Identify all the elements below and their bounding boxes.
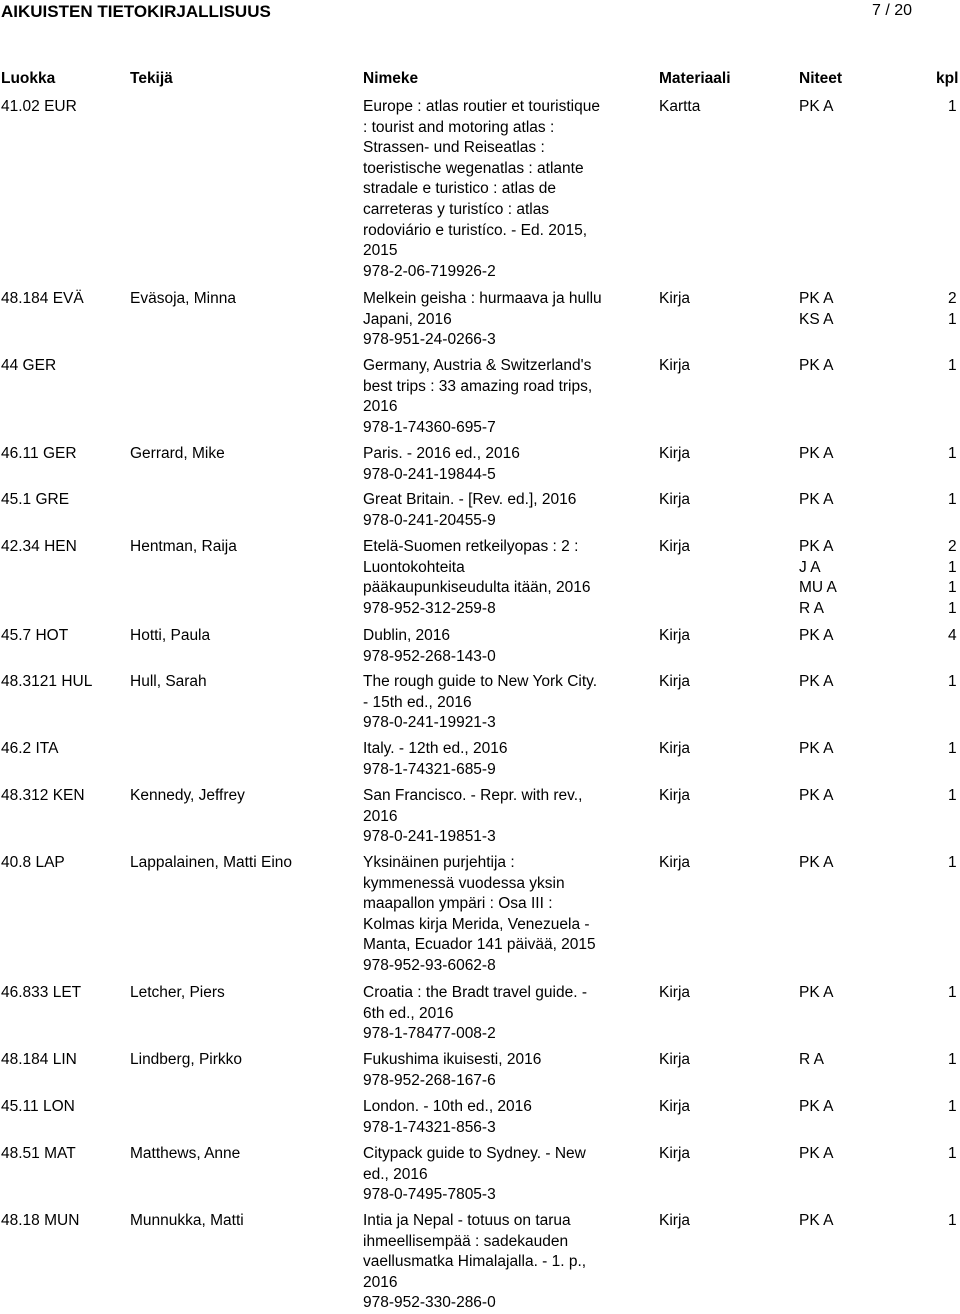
classification-code: 48.3121 HUL xyxy=(1,673,93,690)
author-name: Hull, Sarah xyxy=(130,673,207,690)
title-line: : tourist and motoring atlas : xyxy=(363,118,555,136)
count-line: 1 xyxy=(948,1212,957,1229)
copies-location xyxy=(799,356,833,377)
title-line: ed., 2016 xyxy=(363,1165,428,1183)
author-name: Letcher, Piers xyxy=(130,984,225,1001)
title-line: ihmeellisempää : sadekauden xyxy=(363,1232,569,1250)
classification-code: 48.18 MUN xyxy=(1,1212,80,1229)
location-line: KS A xyxy=(799,310,834,328)
author-name: Hentman, Raija xyxy=(130,538,237,555)
copies-location xyxy=(799,626,833,647)
title-line: 978-0-7495-7805-3 xyxy=(363,1186,496,1204)
title-line: stradale e turistico : atlas de xyxy=(363,180,556,198)
copy-count xyxy=(948,739,957,760)
column-header-materiaali: Materiaali xyxy=(659,70,731,87)
title-text xyxy=(363,739,663,780)
location-line: R A xyxy=(799,599,824,617)
count-line: 1 xyxy=(948,984,957,1001)
title-line: 2016 xyxy=(363,1273,398,1291)
count-line: 1 xyxy=(948,1051,957,1068)
title-line: pääkaupunkiseudulta itään, 2016 xyxy=(363,579,591,597)
copy-count xyxy=(948,672,957,693)
location-line: PK A xyxy=(799,984,834,1001)
material-type: Kirja xyxy=(659,290,691,307)
title-text xyxy=(363,853,663,977)
copies-location xyxy=(799,672,833,693)
title-line: 2016 xyxy=(363,398,398,416)
material-type: Kirja xyxy=(659,1098,691,1115)
copies-location xyxy=(799,97,833,118)
author-name: Gerrard, Mike xyxy=(130,445,225,462)
title-line: Germany, Austria & Switzerland's xyxy=(363,357,592,374)
title-line: vaellusmatka Himalajalla. - 1. p., xyxy=(363,1253,587,1271)
title-line: 978-2-06-719926-2 xyxy=(363,262,496,280)
title-line: Manta, Ecuador 141 päivää, 2015 xyxy=(363,936,596,954)
location-line: PK A xyxy=(799,854,834,871)
count-line: 2 xyxy=(948,538,957,555)
material-type: Kirja xyxy=(659,1051,691,1068)
material-type: Kirja xyxy=(659,357,691,374)
classification-code: 48.312 KEN xyxy=(1,787,85,804)
material-type: Kirja xyxy=(659,740,691,757)
material-type: Kirja xyxy=(659,1212,691,1229)
material-type: Kirja xyxy=(659,445,691,462)
count-line: 4 xyxy=(948,627,957,644)
document-title: AIKUISTEN TIETOKIRJALLISUUS xyxy=(1,2,271,21)
title-line: Kolmas kirja Merida, Venezuela - xyxy=(363,915,590,933)
title-line: 978-0-241-19921-3 xyxy=(363,714,496,732)
author-name: Kennedy, Jeffrey xyxy=(130,787,245,804)
count-line: 1 xyxy=(948,357,957,374)
title-line: Great Britain. - [Rev. ed.], 2016 xyxy=(363,491,577,508)
copy-count xyxy=(948,1144,957,1165)
copy-count xyxy=(948,97,957,118)
title-text xyxy=(363,490,663,531)
location-line: PK A xyxy=(799,1098,834,1115)
location-line: PK A xyxy=(799,1212,834,1229)
title-line: Paris. - 2016 ed., 2016 xyxy=(363,445,520,462)
title-line: 978-952-268-167-6 xyxy=(363,1071,496,1089)
location-line: PK A xyxy=(799,290,834,307)
location-line: PK A xyxy=(799,538,834,555)
title-line: Melkein geisha : hurmaava ja hullu xyxy=(363,290,602,307)
column-header-kpl: kpl xyxy=(936,70,959,87)
location-line: MU A xyxy=(799,579,837,597)
title-text xyxy=(363,672,663,734)
title-text xyxy=(363,786,663,848)
copy-count xyxy=(948,983,957,1004)
location-line: PK A xyxy=(799,98,834,115)
title-line: Yksinäinen purjehtija : xyxy=(363,854,515,871)
title-text xyxy=(363,1211,663,1314)
copies-location xyxy=(799,289,833,330)
material-type: Kirja xyxy=(659,491,691,508)
title-line: 978-0-241-20455-9 xyxy=(363,511,496,529)
location-line: PK A xyxy=(799,740,834,757)
title-text xyxy=(363,356,663,438)
location-line: J A xyxy=(799,558,821,576)
copies-location xyxy=(799,786,833,807)
author-name: Hotti, Paula xyxy=(130,627,211,644)
copies-location xyxy=(799,537,837,619)
classification-code: 45.11 LON xyxy=(1,1098,75,1115)
location-line: PK A xyxy=(799,445,834,462)
count-line: 1 xyxy=(948,854,957,871)
column-header-tekija: Tekijä xyxy=(130,70,173,87)
copy-count xyxy=(948,537,957,619)
count-line: 1 xyxy=(948,445,957,462)
title-line: best trips : 33 amazing road trips, xyxy=(363,377,593,395)
copy-count xyxy=(948,1097,957,1118)
copy-count xyxy=(948,356,957,377)
title-line: carreteras y turistíco : atlas xyxy=(363,200,550,218)
classification-code: 46.2 ITA xyxy=(1,740,59,757)
location-line: PK A xyxy=(799,1145,834,1162)
copies-location xyxy=(799,1050,824,1071)
copies-location xyxy=(799,983,833,1004)
classification-code: 42.34 HEN xyxy=(1,538,77,555)
count-line: 1 xyxy=(948,673,957,690)
location-line: PK A xyxy=(799,673,834,690)
title-line: 6th ed., 2016 xyxy=(363,1004,454,1022)
classification-code: 45.7 HOT xyxy=(1,627,69,644)
title-line: 2016 xyxy=(363,807,398,825)
column-header-niteet: Niteet xyxy=(799,70,843,87)
material-type: Kirja xyxy=(659,787,691,804)
title-line: 978-951-24-0266-3 xyxy=(363,331,496,349)
copy-count xyxy=(948,490,957,511)
copy-count xyxy=(948,1211,957,1232)
title-line: Luontokohteita xyxy=(363,558,465,576)
title-line: Japani, 2016 xyxy=(363,310,452,328)
title-line: Intia ja Nepal - totuus on tarua xyxy=(363,1212,571,1229)
title-line: The rough guide to New York City. xyxy=(363,673,598,690)
classification-code: 46.11 GER xyxy=(1,445,77,462)
copy-count xyxy=(948,289,957,330)
title-text xyxy=(363,537,663,619)
title-line: maapallon ympäri : Osa III : xyxy=(363,895,553,913)
title-text xyxy=(363,444,663,485)
title-text xyxy=(363,97,663,282)
title-line: 978-0-241-19844-5 xyxy=(363,465,496,483)
title-line: rodoviário e turistíco. - Ed. 2015, xyxy=(363,221,588,239)
title-line: 978-952-312-259-8 xyxy=(363,599,496,617)
classification-code: 41.02 EUR xyxy=(1,98,77,115)
classification-code: 44 GER xyxy=(1,357,57,374)
title-line: 978-952-330-286-0 xyxy=(363,1294,496,1312)
location-line: R A xyxy=(799,1051,824,1068)
count-line: 1 xyxy=(948,740,957,757)
title-line: kymmenessä vuodessa yksin xyxy=(363,874,565,892)
title-text xyxy=(363,626,663,667)
material-type: Kirja xyxy=(659,673,691,690)
material-type: Kirja xyxy=(659,1145,691,1162)
title-text xyxy=(363,289,663,351)
title-text xyxy=(363,1144,663,1206)
copies-location xyxy=(799,1211,833,1232)
author-name: Lindberg, Pirkko xyxy=(130,1051,243,1068)
classification-code: 40.8 LAP xyxy=(1,854,65,871)
count-line: 1 xyxy=(948,787,957,804)
column-header-luokka: Luokka xyxy=(1,70,56,87)
copies-location xyxy=(799,490,833,511)
author-name: Lappalainen, Matti Eino xyxy=(130,854,293,871)
copy-count xyxy=(948,786,957,807)
count-line: 1 xyxy=(948,1145,957,1162)
title-line: 978-952-268-143-0 xyxy=(363,647,496,665)
copy-count xyxy=(948,626,957,647)
count-line: 2 xyxy=(948,290,957,307)
location-line: PK A xyxy=(799,357,834,374)
material-type: Kartta xyxy=(659,98,701,115)
copies-location xyxy=(799,1144,833,1165)
count-line: 1 xyxy=(948,558,957,576)
count-line: 1 xyxy=(948,491,957,508)
classification-code: 45.1 GRE xyxy=(1,491,70,508)
material-type: Kirja xyxy=(659,538,691,555)
title-line: Citypack guide to Sydney. - New xyxy=(363,1145,586,1162)
count-line: 1 xyxy=(948,579,957,597)
title-line: Strassen- und Reiseatlas : xyxy=(363,139,545,157)
title-line: San Francisco. - Repr. with rev., xyxy=(363,787,583,804)
count-line: 1 xyxy=(948,310,957,328)
copy-count xyxy=(948,853,957,874)
title-line: London. - 10th ed., 2016 xyxy=(363,1098,532,1115)
title-line: 978-952-93-6062-8 xyxy=(363,956,496,974)
title-line: Etelä-Suomen retkeilyopas : 2 : xyxy=(363,538,579,555)
title-line: toeristische wegenatlas : atlante xyxy=(363,159,584,177)
title-line: Fukushima ikuisesti, 2016 xyxy=(363,1051,542,1068)
copies-location xyxy=(799,739,833,760)
author-name: Eväsoja, Minna xyxy=(130,290,236,307)
title-line: Europe : atlas routier et touristique xyxy=(363,98,600,115)
material-type: Kirja xyxy=(659,984,691,1001)
title-text xyxy=(363,1097,663,1138)
count-line: 1 xyxy=(948,599,957,617)
classification-code: 48.184 EVÄ xyxy=(1,290,84,307)
count-line: 1 xyxy=(948,98,957,115)
material-type: Kirja xyxy=(659,627,691,644)
classification-code: 48.184 LIN xyxy=(1,1051,77,1068)
title-line: 2015 xyxy=(363,242,398,260)
material-type: Kirja xyxy=(659,854,691,871)
author-name: Munnukka, Matti xyxy=(130,1212,244,1229)
column-header-nimeke: Nimeke xyxy=(363,70,419,87)
location-line: PK A xyxy=(799,787,834,804)
copies-location xyxy=(799,444,833,465)
classification-code: 46.833 LET xyxy=(1,984,82,1001)
title-line: 978-1-74321-856-3 xyxy=(363,1118,496,1136)
title-line: Croatia : the Bradt travel guide. - xyxy=(363,984,588,1001)
title-line: Dublin, 2016 xyxy=(363,627,451,644)
count-line: 1 xyxy=(948,1098,957,1115)
copy-count xyxy=(948,1050,957,1071)
location-line: PK A xyxy=(799,627,834,644)
page-number: 7 / 20 xyxy=(872,2,913,19)
location-line: PK A xyxy=(799,491,834,508)
title-line: - 15th ed., 2016 xyxy=(363,693,472,711)
title-line: 978-0-241-19851-3 xyxy=(363,828,496,846)
title-line: 978-1-74321-685-9 xyxy=(363,760,496,778)
author-name: Matthews, Anne xyxy=(130,1145,241,1162)
title-text xyxy=(363,983,663,1045)
classification-code: 48.51 MAT xyxy=(1,1145,76,1162)
title-line: 978-1-78477-008-2 xyxy=(363,1025,496,1043)
title-line: 978-1-74360-695-7 xyxy=(363,418,496,436)
title-text xyxy=(363,1050,663,1091)
title-line: Italy. - 12th ed., 2016 xyxy=(363,740,508,757)
copy-count xyxy=(948,444,957,465)
copies-location xyxy=(799,1097,833,1118)
copies-location xyxy=(799,853,833,874)
